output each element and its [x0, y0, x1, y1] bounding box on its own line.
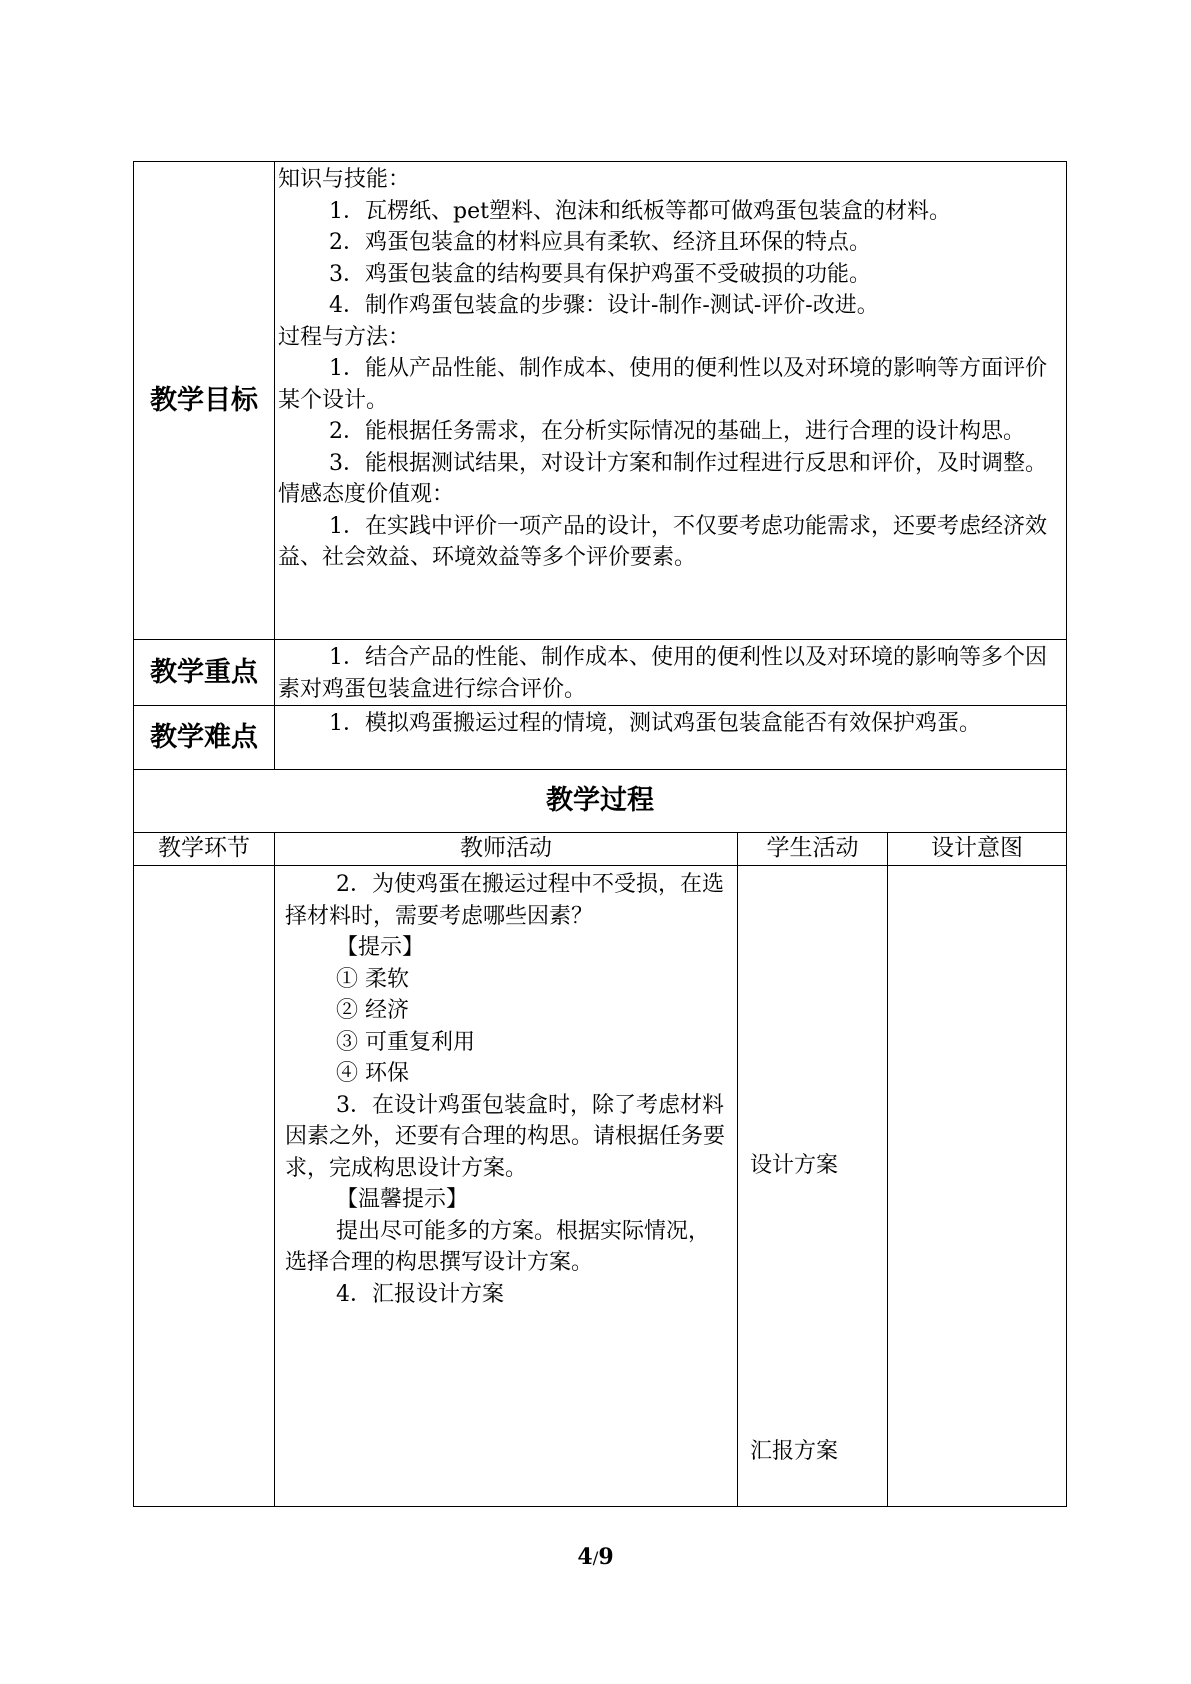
process-header-row	[134, 833, 1067, 866]
teacher-hint-2: ② 经济	[336, 998, 409, 1023]
teacher-warm-text: 提出尽可能多的方案。根据实际情况，选择合理的构思撰写设计方案。	[285, 1218, 711, 1275]
process-item-1: 1．能从产品性能、制作成本、使用的便利性以及对环境的影响等方面评价某个设计。	[278, 356, 1047, 413]
page-separator: /	[592, 1549, 599, 1569]
teacher-warm-label: 【温馨提示】	[336, 1187, 469, 1212]
knowledge-item-2: 2．鸡蛋包装盒的材料应具有柔软、经济且环保的特点。	[329, 230, 871, 255]
teacher-hint-3: ③ 可重复利用	[336, 1029, 475, 1055]
process-heading: 过程与方法：	[278, 324, 411, 350]
page-total: 9	[598, 1544, 614, 1570]
col-head-intent: 设计意图	[888, 833, 1067, 866]
process-item-3: 3．能根据测试结果，对设计方案和制作过程进行反思和评价，及时调整。	[329, 450, 1047, 476]
process-body-row	[134, 866, 1067, 1507]
key-points-label: 教学重点	[134, 640, 275, 706]
difficulties-row	[134, 706, 1067, 770]
process-title: 教学过程	[134, 770, 1067, 833]
objectives-content	[275, 162, 1067, 640]
process-item-2: 2．能根据任务需求，在分析实际情况的基础上，进行合理的设计构思。	[329, 419, 1025, 444]
difficulties-label: 教学难点	[134, 706, 275, 770]
knowledge-heading: 知识与技能：	[278, 167, 411, 192]
emotion-heading: 情感态度价值观：	[278, 482, 455, 507]
design-intent-cell	[888, 866, 1067, 1507]
difficulties-text: 1．模拟鸡蛋搬运过程的情境，测试鸡蛋包装盒能否有效保护鸡蛋。	[329, 711, 981, 736]
teacher-q4: 4．汇报设计方案	[336, 1281, 504, 1307]
teacher-activity-cell	[275, 866, 738, 1507]
emotion-item-1: 1．在实践中评价一项产品的设计，不仅要考虑功能需求，还要考虑经济效益、社会效益、环境效益等多个评价要素。	[278, 513, 1047, 570]
col-head-student: 学生活动	[738, 833, 888, 866]
stage-cell	[134, 866, 275, 1507]
knowledge-item-4: 4．制作鸡蛋包装盒的步骤：设计-制作-测试-评价-改进。	[329, 293, 879, 318]
teacher-q2: 2．为使鸡蛋在搬运过程中不受损，在选择材料时，需要考虑哪些因素？	[285, 872, 724, 929]
difficulties-content	[275, 706, 1067, 770]
objectives-row	[134, 162, 1067, 640]
teacher-q3: 3．在设计鸡蛋包装盒时，除了考虑材料因素之外，还要有合理的构思。请根据任务要求，完成构思设计方案。	[285, 1092, 726, 1181]
teacher-hint-label: 【提示】	[336, 935, 425, 960]
lesson-plan-table	[133, 161, 1067, 1507]
teacher-hint-1: ① 柔软	[336, 966, 409, 992]
key-points-text: 1．结合产品的性能、制作成本、使用的便利性以及对环境的影响等多个因素对鸡蛋包装盒进行综合评价。	[278, 645, 1047, 702]
student-activity-report: 汇报方案	[750, 1439, 839, 1464]
student-activity-design: 设计方案	[750, 1153, 839, 1178]
key-points-content	[275, 640, 1067, 706]
knowledge-item-3: 3．鸡蛋包装盒的结构要具有保护鸡蛋不受破损的功能。	[329, 261, 871, 287]
student-activity-cell	[738, 866, 888, 1507]
page-current: 4	[577, 1544, 593, 1570]
process-title-row	[134, 770, 1067, 833]
page-number	[0, 1544, 1191, 1570]
teacher-hint-4: ④ 环保	[336, 1061, 409, 1086]
key-points-row	[134, 640, 1067, 706]
knowledge-item-1: 1．瓦楞纸、pet塑料、泡沫和纸板等都可做鸡蛋包装盒的材料。	[329, 198, 951, 224]
col-head-stage: 教学环节	[134, 833, 275, 866]
objectives-label: 教学目标	[134, 162, 275, 640]
col-head-teacher: 教师活动	[275, 833, 738, 866]
